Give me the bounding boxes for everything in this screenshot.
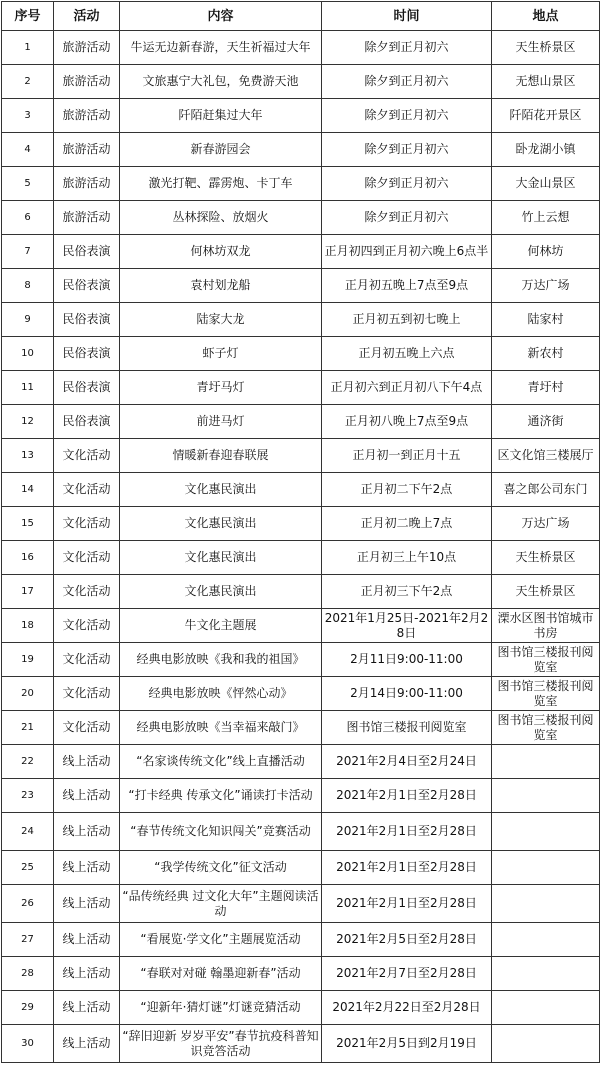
header-time: 时间 bbox=[322, 2, 492, 31]
table-row bbox=[2, 609, 600, 643]
row-activity: 文化活动 bbox=[54, 677, 120, 711]
row-place: 天生桥景区 bbox=[492, 541, 600, 575]
row-time: 2月14日9:00-11:00 bbox=[322, 677, 492, 711]
row-index: 15 bbox=[2, 507, 54, 541]
row-place: 陆家村 bbox=[492, 303, 600, 337]
row-content: 经典电影放映《怦然心动》 bbox=[120, 677, 322, 711]
row-index: 1 bbox=[2, 31, 54, 65]
row-time: 除夕到正月初六 bbox=[322, 167, 492, 201]
row-content: 袁村划龙船 bbox=[120, 269, 322, 303]
row-time: 2021年2月1日至2月28日 bbox=[322, 885, 492, 923]
row-index: 22 bbox=[2, 745, 54, 779]
table-row bbox=[2, 133, 600, 167]
header-place: 地点 bbox=[492, 2, 600, 31]
table-row bbox=[2, 991, 600, 1025]
row-index: 13 bbox=[2, 439, 54, 473]
row-time: 除夕到正月初六 bbox=[322, 201, 492, 235]
table-row bbox=[2, 643, 600, 677]
row-content: “春联对对碰 翰墨迎新春”活动 bbox=[120, 957, 322, 991]
row-activity: 文化活动 bbox=[54, 473, 120, 507]
table-row bbox=[2, 303, 600, 337]
row-content: 情暖新春迎春联展 bbox=[120, 439, 322, 473]
row-place: 天生桥景区 bbox=[492, 31, 600, 65]
row-place: 天生桥景区 bbox=[492, 575, 600, 609]
row-index: 16 bbox=[2, 541, 54, 575]
table-row bbox=[2, 99, 600, 133]
table-row bbox=[2, 851, 600, 885]
row-index: 2 bbox=[2, 65, 54, 99]
row-index: 9 bbox=[2, 303, 54, 337]
row-time: 正月初五晚上7点至9点 bbox=[322, 269, 492, 303]
row-place bbox=[492, 813, 600, 851]
row-activity: 民俗表演 bbox=[54, 303, 120, 337]
row-index: 21 bbox=[2, 711, 54, 745]
row-content: 何林坊双龙 bbox=[120, 235, 322, 269]
row-activity: 旅游活动 bbox=[54, 167, 120, 201]
row-time: 2021年2月5日到2月19日 bbox=[322, 1025, 492, 1063]
row-index: 29 bbox=[2, 991, 54, 1025]
row-activity: 民俗表演 bbox=[54, 337, 120, 371]
row-activity: 民俗表演 bbox=[54, 405, 120, 439]
row-content: 经典电影放映《我和我的祖国》 bbox=[120, 643, 322, 677]
row-time: 2021年2月22日至2月28日 bbox=[322, 991, 492, 1025]
row-index: 18 bbox=[2, 609, 54, 643]
row-place: 无想山景区 bbox=[492, 65, 600, 99]
row-time: 2021年2月1日至2月28日 bbox=[322, 779, 492, 813]
row-activity: 文化活动 bbox=[54, 575, 120, 609]
row-time: 正月初一到正月十五 bbox=[322, 439, 492, 473]
row-index: 23 bbox=[2, 779, 54, 813]
table-row bbox=[2, 507, 600, 541]
row-time: 正月初四到正月初六晚上6点半 bbox=[322, 235, 492, 269]
table-row bbox=[2, 779, 600, 813]
row-index: 26 bbox=[2, 885, 54, 923]
row-place bbox=[492, 1025, 600, 1063]
row-time: 2021年2月4日至2月24日 bbox=[322, 745, 492, 779]
row-index: 27 bbox=[2, 923, 54, 957]
table-row bbox=[2, 473, 600, 507]
row-content: 文化惠民演出 bbox=[120, 575, 322, 609]
table-row bbox=[2, 923, 600, 957]
header-row bbox=[2, 2, 600, 31]
table-row bbox=[2, 337, 600, 371]
table-row bbox=[2, 31, 600, 65]
table-row bbox=[2, 575, 600, 609]
row-index: 7 bbox=[2, 235, 54, 269]
row-activity: 文化活动 bbox=[54, 711, 120, 745]
header-activity: 活动 bbox=[54, 2, 120, 31]
row-activity: 线上活动 bbox=[54, 991, 120, 1025]
row-content: “看展览·学文化”主题展览活动 bbox=[120, 923, 322, 957]
row-content: “春节传统文化知识闯关”竞赛活动 bbox=[120, 813, 322, 851]
row-time: 正月初三下午2点 bbox=[322, 575, 492, 609]
row-time: 2021年2月1日至2月28日 bbox=[322, 851, 492, 885]
row-activity: 线上活动 bbox=[54, 1025, 120, 1063]
row-time: 正月初三上午10点 bbox=[322, 541, 492, 575]
row-content: 虾子灯 bbox=[120, 337, 322, 371]
table-row bbox=[2, 167, 600, 201]
table-row bbox=[2, 711, 600, 745]
row-activity: 线上活动 bbox=[54, 885, 120, 923]
row-content: 文化惠民演出 bbox=[120, 541, 322, 575]
row-activity: 旅游活动 bbox=[54, 201, 120, 235]
row-content: 前进马灯 bbox=[120, 405, 322, 439]
row-place bbox=[492, 885, 600, 923]
row-place: 区文化馆三楼展厅 bbox=[492, 439, 600, 473]
row-time: 正月初六到正月初八下午4点 bbox=[322, 371, 492, 405]
table-row bbox=[2, 439, 600, 473]
row-index: 17 bbox=[2, 575, 54, 609]
table-row bbox=[2, 371, 600, 405]
row-index: 11 bbox=[2, 371, 54, 405]
row-index: 10 bbox=[2, 337, 54, 371]
row-content: 文化惠民演出 bbox=[120, 473, 322, 507]
row-activity: 民俗表演 bbox=[54, 269, 120, 303]
row-content: 牛文化主题展 bbox=[120, 609, 322, 643]
row-time: 2021年1月25日-2021年2月28日 bbox=[322, 609, 492, 643]
row-place: 万达广场 bbox=[492, 507, 600, 541]
row-content: 激光打靶、霹雳炮、卡丁车 bbox=[120, 167, 322, 201]
row-place bbox=[492, 745, 600, 779]
row-time: 2021年2月1日至2月28日 bbox=[322, 813, 492, 851]
header-content: 内容 bbox=[120, 2, 322, 31]
row-index: 3 bbox=[2, 99, 54, 133]
row-activity: 线上活动 bbox=[54, 957, 120, 991]
row-time: 图书馆三楼报刊阅览室 bbox=[322, 711, 492, 745]
row-activity: 文化活动 bbox=[54, 541, 120, 575]
row-activity: 文化活动 bbox=[54, 439, 120, 473]
row-place: 何林坊 bbox=[492, 235, 600, 269]
row-activity: 文化活动 bbox=[54, 609, 120, 643]
table-row bbox=[2, 885, 600, 923]
row-place: 阡陌花开景区 bbox=[492, 99, 600, 133]
table-row bbox=[2, 541, 600, 575]
row-index: 4 bbox=[2, 133, 54, 167]
row-index: 28 bbox=[2, 957, 54, 991]
table-row bbox=[2, 813, 600, 851]
row-activity: 民俗表演 bbox=[54, 371, 120, 405]
table-row bbox=[2, 235, 600, 269]
row-activity: 旅游活动 bbox=[54, 133, 120, 167]
row-time: 2021年2月5日至2月28日 bbox=[322, 923, 492, 957]
activity-table bbox=[1, 1, 600, 1063]
row-place: 喜之郎公司东门 bbox=[492, 473, 600, 507]
row-index: 20 bbox=[2, 677, 54, 711]
table-row bbox=[2, 65, 600, 99]
table-row bbox=[2, 957, 600, 991]
row-content: 文化惠民演出 bbox=[120, 507, 322, 541]
row-content: 丛林探险、放烟火 bbox=[120, 201, 322, 235]
row-place bbox=[492, 991, 600, 1025]
row-place: 通济街 bbox=[492, 405, 600, 439]
row-activity: 旅游活动 bbox=[54, 99, 120, 133]
row-activity: 线上活动 bbox=[54, 779, 120, 813]
table-body bbox=[2, 31, 600, 1063]
row-content: 文旅惠宁大礼包，免费游天池 bbox=[120, 65, 322, 99]
row-index: 14 bbox=[2, 473, 54, 507]
table-row bbox=[2, 1025, 600, 1063]
row-activity: 线上活动 bbox=[54, 851, 120, 885]
row-index: 25 bbox=[2, 851, 54, 885]
row-place: 图书馆三楼报刊阅览室 bbox=[492, 711, 600, 745]
row-time: 除夕到正月初六 bbox=[322, 99, 492, 133]
row-time: 正月初八晚上7点至9点 bbox=[322, 405, 492, 439]
table-row bbox=[2, 201, 600, 235]
row-place: 新农村 bbox=[492, 337, 600, 371]
row-content: 青圩马灯 bbox=[120, 371, 322, 405]
table-row bbox=[2, 677, 600, 711]
row-index: 6 bbox=[2, 201, 54, 235]
row-index: 19 bbox=[2, 643, 54, 677]
row-content: “迎新年·猜灯谜”灯谜竞猜活动 bbox=[120, 991, 322, 1025]
row-activity: 旅游活动 bbox=[54, 65, 120, 99]
row-content: 阡陌赶集过大年 bbox=[120, 99, 322, 133]
row-place bbox=[492, 779, 600, 813]
row-content: 经典电影放映《当幸福来敲门》 bbox=[120, 711, 322, 745]
row-activity: 线上活动 bbox=[54, 745, 120, 779]
row-content: “打卡经典 传承文化”诵读打卡活动 bbox=[120, 779, 322, 813]
row-content: “我学传统文化”征文活动 bbox=[120, 851, 322, 885]
row-place: 溧水区图书馆城市书房 bbox=[492, 609, 600, 643]
row-time: 正月初二晚上7点 bbox=[322, 507, 492, 541]
row-activity: 线上活动 bbox=[54, 923, 120, 957]
row-activity: 民俗表演 bbox=[54, 235, 120, 269]
row-place: 卧龙湖小镇 bbox=[492, 133, 600, 167]
row-activity: 旅游活动 bbox=[54, 31, 120, 65]
row-place: 青圩村 bbox=[492, 371, 600, 405]
row-place: 大金山景区 bbox=[492, 167, 600, 201]
row-place bbox=[492, 923, 600, 957]
table-row bbox=[2, 745, 600, 779]
row-activity: 文化活动 bbox=[54, 507, 120, 541]
row-place: 图书馆三楼报刊阅览室 bbox=[492, 677, 600, 711]
row-time: 除夕到正月初六 bbox=[322, 65, 492, 99]
row-place: 竹上云想 bbox=[492, 201, 600, 235]
row-content: “辞旧迎新 岁岁平安”春节抗疫科普知识竞答活动 bbox=[120, 1025, 322, 1063]
row-time: 2021年2月7日至2月28日 bbox=[322, 957, 492, 991]
row-index: 8 bbox=[2, 269, 54, 303]
row-time: 2月11日9:00-11:00 bbox=[322, 643, 492, 677]
row-index: 24 bbox=[2, 813, 54, 851]
row-place bbox=[492, 851, 600, 885]
row-time: 正月初五到初七晚上 bbox=[322, 303, 492, 337]
row-content: 新春游园会 bbox=[120, 133, 322, 167]
row-activity: 线上活动 bbox=[54, 813, 120, 851]
row-place: 万达广场 bbox=[492, 269, 600, 303]
row-time: 正月初二下午2点 bbox=[322, 473, 492, 507]
row-place: 图书馆三楼报刊阅览室 bbox=[492, 643, 600, 677]
row-content: “品传统经典 过文化大年”主题阅读活动 bbox=[120, 885, 322, 923]
row-index: 30 bbox=[2, 1025, 54, 1063]
table-row bbox=[2, 269, 600, 303]
row-time: 正月初五晚上六点 bbox=[322, 337, 492, 371]
row-time: 除夕到正月初六 bbox=[322, 133, 492, 167]
row-content: “名家谈传统文化”线上直播活动 bbox=[120, 745, 322, 779]
header-index: 序号 bbox=[2, 2, 54, 31]
row-place bbox=[492, 957, 600, 991]
row-index: 5 bbox=[2, 167, 54, 201]
table-row bbox=[2, 405, 600, 439]
row-content: 牛运无边新春游，天生祈福过大年 bbox=[120, 31, 322, 65]
row-content: 陆家大龙 bbox=[120, 303, 322, 337]
row-activity: 文化活动 bbox=[54, 643, 120, 677]
row-index: 12 bbox=[2, 405, 54, 439]
row-time: 除夕到正月初六 bbox=[322, 31, 492, 65]
